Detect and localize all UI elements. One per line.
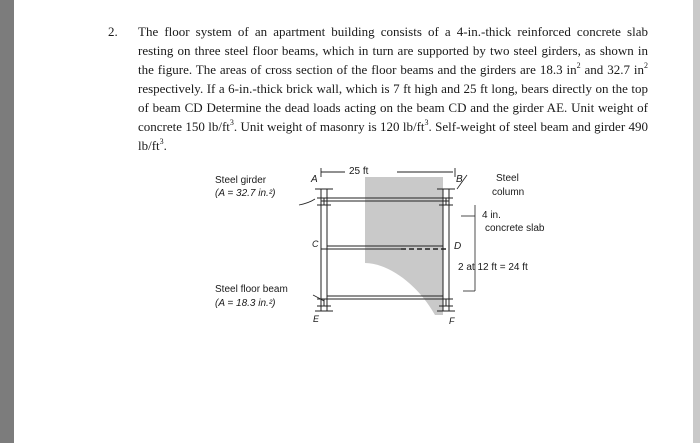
girder-area-label: (A = 32.7 in.²): [215, 188, 276, 199]
concrete-slab-label: concrete slab: [485, 223, 545, 234]
steel-column-label-line2: column: [492, 187, 525, 198]
text-part: . Self-weight of steel beam and girder 490 lb/ft: [138, 119, 649, 153]
floor-system-figure: [205, 165, 575, 350]
superscript: 3: [229, 117, 234, 127]
question-number: 2.: [108, 24, 118, 39]
steel-floor-beam-label: Steel floor beam: [215, 284, 288, 295]
steel-column-label-line1: Steel: [496, 173, 519, 184]
left-edge-strip: [0, 0, 14, 443]
text-part: respectively. If a 6-in.-thick brick wall, which is 7 ft high and 25 ft long, bears directly on the top of beam CD Determine the dead loads acting on the beam CD and the girder AE. Unit weight of concrete 150 lb/ft: [138, 81, 648, 134]
beam-spacing-label: 2 at 12 ft = 24 ft: [458, 262, 528, 273]
beam-area-label: (A = 18.3 in.²): [215, 298, 276, 309]
right-edge-strip: [693, 0, 700, 443]
superscript: 3: [424, 117, 429, 127]
girder-ae: [315, 189, 333, 311]
text-part: and 32.7 in: [580, 62, 644, 77]
text-part: The floor system of an apartment building consists of a 4-in.-thick reinforced concrete slab resting on three steel floor beams, which in turn are supported by two steel girders, as shown in the figure. The areas of cross section of the floor beams and the girders are 18.3 in: [138, 24, 648, 77]
span-dimension: [321, 168, 455, 177]
point-a-label: A: [311, 174, 318, 185]
superscript: 3: [159, 136, 164, 146]
slab-thickness-label: 4 in.: [482, 210, 501, 221]
steel-girder-label: Steel girder: [215, 175, 267, 186]
text-part: .: [163, 138, 167, 153]
problem-text: [138, 22, 648, 155]
point-f-label: F: [449, 316, 455, 326]
point-c-label: C: [312, 239, 319, 249]
point-e-label: E: [313, 314, 320, 324]
point-b-label: B: [456, 174, 463, 185]
superscript: 2: [644, 60, 648, 70]
text-part: . Unit weight of masonry is 120 lb/ft: [233, 119, 425, 134]
span-dimension-label: 25 ft: [349, 166, 369, 177]
superscript: 2: [576, 60, 581, 70]
point-d-label: D: [454, 241, 462, 252]
